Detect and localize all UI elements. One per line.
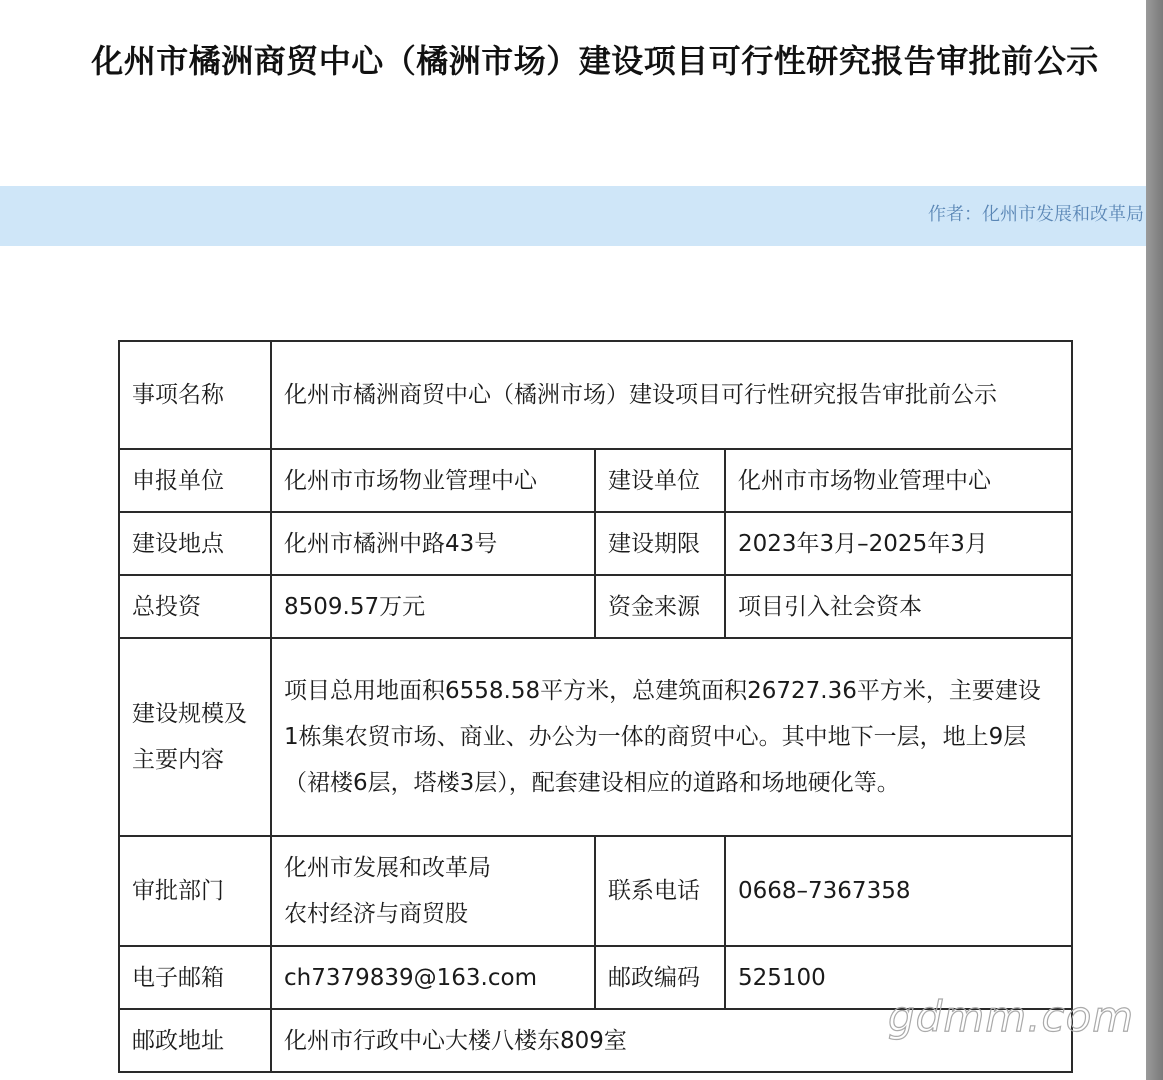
funding-value: 项目引入社会资本 — [725, 575, 1072, 638]
table-row-item-name — [119, 341, 1072, 449]
item-name-value: 化州市橘洲商贸中心（橘洲市场）建设项目可行性研究报告审批前公示 — [271, 341, 1072, 449]
phone-value: 0668–7367358 — [725, 836, 1072, 946]
scrollbar-edge[interactable] — [1146, 0, 1163, 1080]
location-label: 建设地点 — [119, 512, 271, 575]
table-row-location — [119, 512, 1072, 575]
table-row-investment — [119, 575, 1072, 638]
site-watermark: gdmm.com — [888, 992, 1135, 1041]
address-value: 化州市行政中心大楼八楼东809室 — [271, 1009, 1072, 1072]
page-title: 化州市橘洲商贸中心（橘洲市场）建设项目可行性研究报告审批前公示 — [91, 42, 1099, 80]
applicant-value: 化州市市场物业管理中心 — [271, 449, 595, 512]
email-label: 电子邮箱 — [119, 946, 271, 1009]
address-label: 邮政地址 — [119, 1009, 271, 1072]
period-label: 建设期限 — [595, 512, 725, 575]
dept-value — [271, 836, 595, 946]
email-value: ch7379839@163.com — [271, 946, 595, 1009]
investment-label: 总投资 — [119, 575, 271, 638]
dept-value-line1: 化州市发展和改革局 — [284, 855, 491, 881]
dept-label: 审批部门 — [119, 836, 271, 946]
postcode-label: 邮政编码 — [595, 946, 725, 1009]
table-row-dept — [119, 836, 1072, 946]
phone-label: 联系电话 — [595, 836, 725, 946]
table-row-scale — [119, 638, 1072, 836]
period-value: 2023年3月–2025年3月 — [725, 512, 1072, 575]
project-info-table — [118, 340, 1073, 1073]
investment-value: 8509.57万元 — [271, 575, 595, 638]
funding-label: 资金来源 — [595, 575, 725, 638]
item-name-label: 事项名称 — [119, 341, 271, 449]
builder-label: 建设单位 — [595, 449, 725, 512]
dept-value-line2: 农村经济与商贸股 — [284, 901, 468, 927]
location-value: 化州市橘洲中路43号 — [271, 512, 595, 575]
applicant-label: 申报单位 — [119, 449, 271, 512]
postcode-value: 525100 — [725, 946, 1072, 1009]
author-byline: 作者：化州市发展和改革局 — [928, 204, 1144, 225]
builder-value: 化州市市场物业管理中心 — [725, 449, 1072, 512]
scale-value: 项目总用地面积6558.58平方米，总建筑面积26727.36平方米，主要建设1栋集农贸市场、商业、办公为一体的商贸中心。其中地下一层，地上9层（裙楼6层，塔楼3层），配套建设相应的道路和场地硬化等。 — [271, 638, 1072, 836]
table-row-applicant — [119, 449, 1072, 512]
scale-label: 建设规模及主要内容 — [119, 638, 271, 836]
